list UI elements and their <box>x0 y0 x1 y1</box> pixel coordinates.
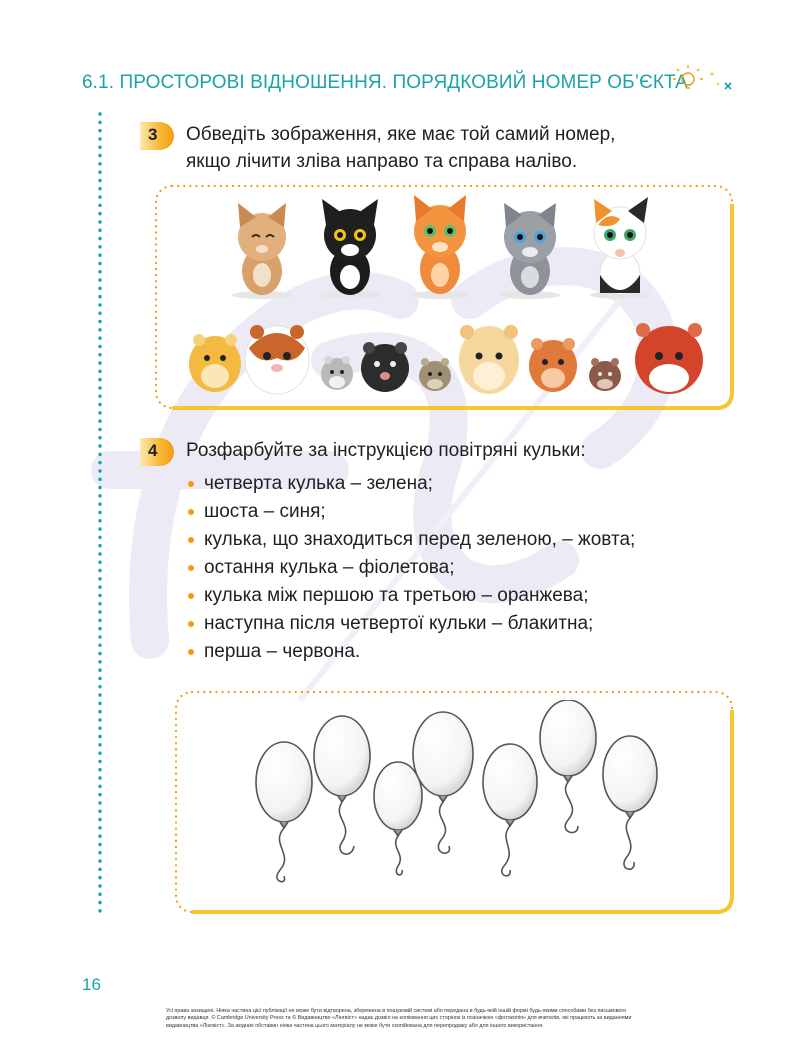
hamster-2[interactable] <box>245 325 309 394</box>
lightbulb-icon <box>668 62 748 94</box>
balloon-6[interactable] <box>540 700 596 833</box>
balloon-5[interactable] <box>483 744 537 876</box>
hamster-6[interactable] <box>459 325 519 394</box>
hamsters-row <box>185 318 725 396</box>
instruction-item: четверта кулька – зелена; <box>188 470 635 498</box>
hamster-9[interactable] <box>635 323 703 394</box>
hamster-4[interactable] <box>361 342 409 392</box>
hamster-1[interactable] <box>189 334 241 392</box>
instruction-item: кулька, що знаходиться перед зеленою, – жовта; <box>188 526 635 554</box>
task-3-line-2: якщо лічити зліва направо та справа наліво. <box>186 151 578 172</box>
instruction-list <box>188 470 635 666</box>
task-4-number: 4 <box>148 441 158 460</box>
task-3-number: 3 <box>148 125 158 144</box>
balloon-2[interactable] <box>314 716 370 854</box>
hamster-3[interactable] <box>321 356 353 390</box>
cat-5[interactable] <box>590 197 650 299</box>
cat-1[interactable] <box>232 203 292 299</box>
instruction-item: кулька між першою та третьою – оранжева; <box>188 582 635 610</box>
cat-4[interactable] <box>500 203 560 299</box>
cats-row <box>220 195 680 310</box>
balloon-1[interactable] <box>256 742 312 882</box>
balloons-row <box>240 700 680 900</box>
hamster-7[interactable] <box>529 338 577 392</box>
balloon-4[interactable] <box>413 712 473 853</box>
task-3-line-1: Обведіть зображення, яке має той самий номер, <box>186 124 616 145</box>
instruction-item: наступна після четвертої кульки – блакитна; <box>188 610 635 638</box>
instruction-item: перша – червона. <box>188 638 635 666</box>
cat-3[interactable] <box>410 195 470 299</box>
page-number: 16 <box>82 975 101 994</box>
hamster-8[interactable] <box>589 358 621 391</box>
copyright-footer: Усі права захищені. Ніяка частина цієї публікації не може бути відтворена, збережена в пошуковій системі або передана в будь-якій іншій формі будь-якими способами без письмового дозволу видавця. © Cambridge University Press та © Видавництво «Лінгвіст» надає дозвіл на копіювання цих сторінок із позначкою «фотокопія» для вчителів, які працюють за виданнями видавництва «Лінгвіст». За жодних обставин ніяка частина цього матеріалу не може бути скопійована для перепродажу або для іншого використання. <box>166 1008 632 1029</box>
cat-2[interactable] <box>320 199 380 299</box>
task-4-intro: Розфарбуйте за інструкцією повітряні кульки: <box>186 440 586 461</box>
hamster-5[interactable] <box>419 358 451 391</box>
margin-dotted-line <box>96 112 104 922</box>
instruction-item: остання кулька – фіолетова; <box>188 554 635 582</box>
balloon-7[interactable] <box>603 736 657 869</box>
instruction-item: шоста – синя; <box>188 498 635 526</box>
section-title: 6.1. ПРОСТОРОВІ ВІДНОШЕННЯ. ПОРЯДКОВИЙ НОМЕР ОБ’ЄКТА <box>82 72 688 93</box>
balloon-3[interactable] <box>374 762 422 875</box>
